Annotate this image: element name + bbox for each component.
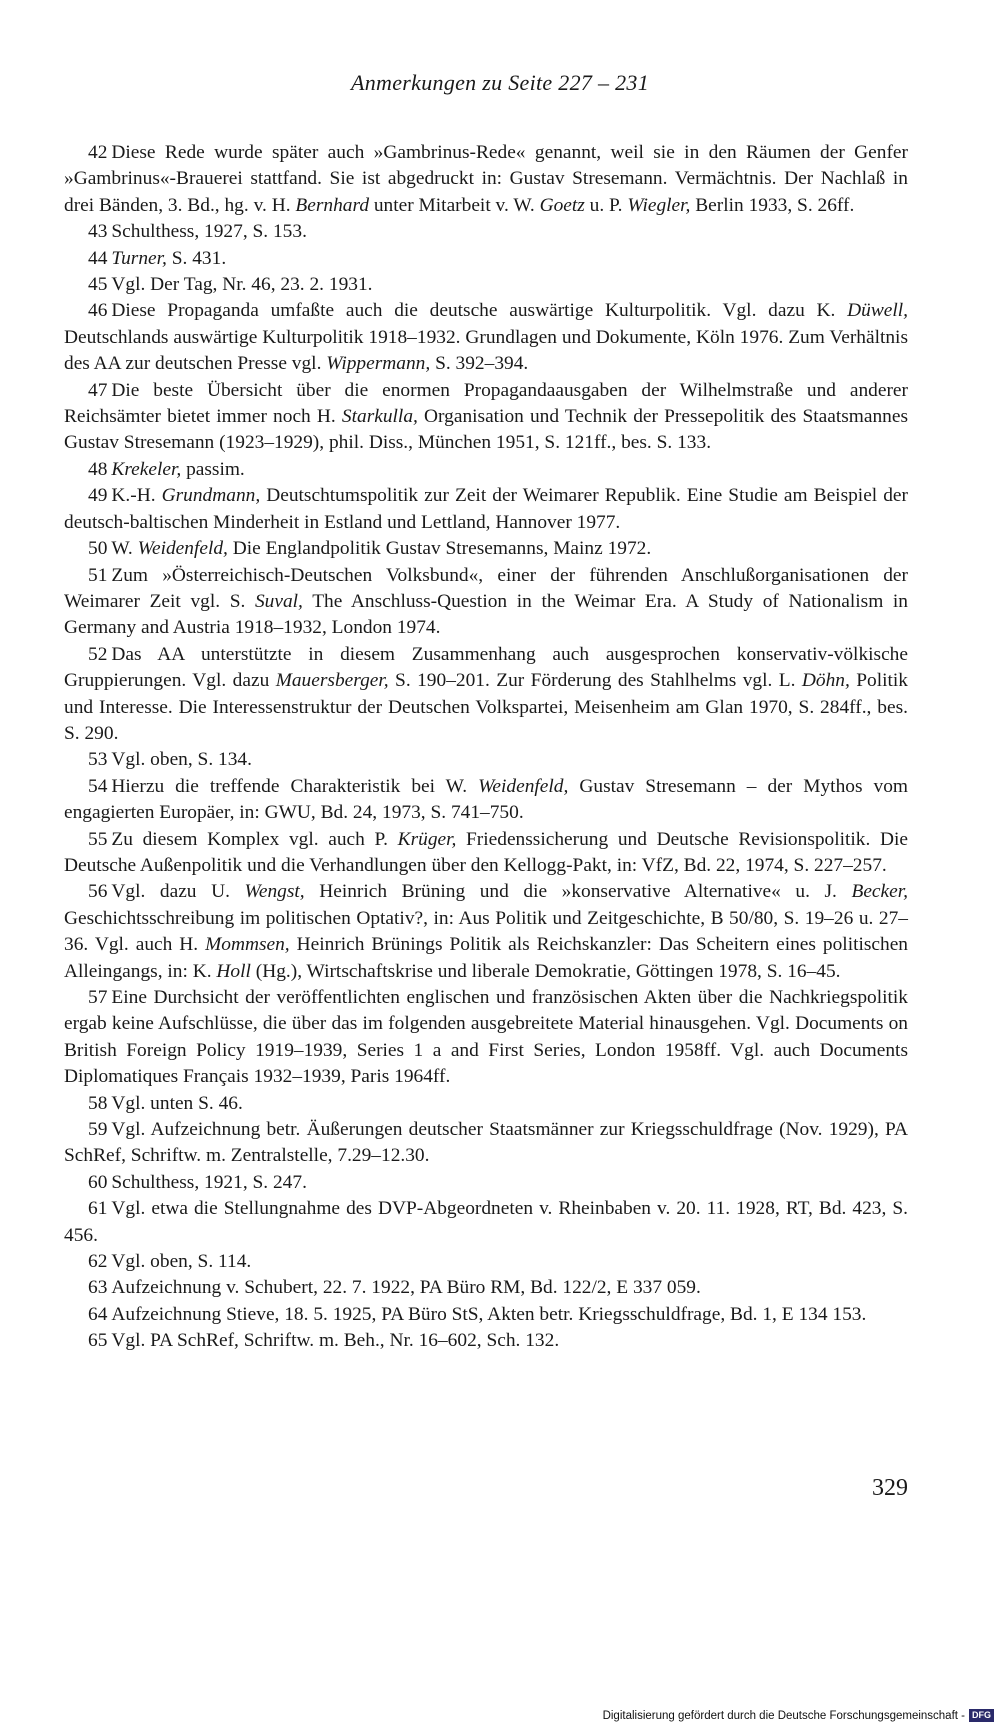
- endnote-author-italic: Bernhard: [295, 194, 370, 216]
- endnote: [64, 879, 908, 985]
- endnote: [64, 219, 908, 245]
- endnote-number: 65: [88, 1330, 108, 1352]
- endnote-text: Vgl. PA SchRef, Schriftw. m. Beh., Nr. 16–602, Sch. 132.: [111, 1330, 560, 1352]
- page-number: 329: [872, 1475, 908, 1501]
- endnote-text: Heinrich Brüning und die »konservative Alternative« u. J.: [304, 881, 852, 903]
- endnotes-list: [64, 140, 908, 1355]
- endnote-author-italic: Starkulla,: [341, 406, 418, 428]
- endnote-text: Hierzu die treffende Charakteristik bei W.: [111, 775, 479, 797]
- endnote-author-italic: Düwell,: [847, 300, 908, 322]
- endnote-number: 60: [88, 1171, 108, 1193]
- endnote-author-italic: Becker,: [851, 881, 908, 903]
- endnote: [64, 563, 908, 642]
- endnote-text: Schulthess, 1921, S. 247.: [111, 1171, 307, 1193]
- endnote-text: Vgl. dazu U.: [111, 881, 245, 903]
- endnote-number: 64: [88, 1303, 108, 1325]
- endnote-text: S. 431.: [166, 247, 227, 269]
- endnote-text: Aufzeichnung Stieve, 18. 5. 1925, PA Büro StS, Akten betr. Kriegsschuldfrage, Bd. 1, E 134 153.: [111, 1303, 867, 1325]
- endnote-text: passim.: [181, 458, 245, 480]
- endnote-text: Zu diesem Komplex vgl. auch P.: [111, 828, 398, 850]
- endnote-author-italic: Mauersberger,: [275, 670, 389, 692]
- endnote-number: 53: [88, 749, 108, 771]
- endnote-text: W.: [111, 538, 138, 560]
- endnote-text: Politik und Interesse. Die Interessenstruktur der Deutschen Volkspartei, Meisenheim am Glan 1970, S. 284ff., bes. S. 290.: [64, 670, 908, 744]
- endnote-author-italic: Krekeler,: [111, 458, 182, 480]
- endnote-author-italic: Wengst,: [244, 881, 305, 903]
- endnote-number: 56: [88, 881, 108, 903]
- endnote-text: Vgl. etwa die Stellungnahme des DVP-Abgeordneten v. Rheinbaben v. 20. 11. 1928, RT, Bd. 423, S. 456.: [64, 1198, 908, 1246]
- endnote-number: 58: [88, 1092, 108, 1114]
- endnote-number: 54: [88, 775, 108, 797]
- endnote-number: 43: [88, 221, 108, 243]
- endnote: [64, 1091, 908, 1117]
- endnote: [64, 774, 908, 827]
- endnote-text: Diese Rede wurde später auch »Gambrinus-Rede« genannt, weil sie in den Räumen der Genfer »Gambrinus«-Brauerei stattfand. Sie ist abgedruckt in: Gustav Stresemann. Vermächtnis. Der Nachlaß in drei Bänden, 3. Bd., hg. v. H.: [64, 142, 908, 216]
- endnote: [64, 457, 908, 483]
- endnote-text: (Hg.), Wirtschaftskrise und liberale Demokratie, Göttingen 1978, S. 16–45.: [250, 960, 841, 982]
- endnote-text: Vgl. oben, S. 114.: [111, 1251, 252, 1273]
- endnote-text: unter Mitarbeit v. W.: [369, 194, 540, 216]
- endnote-number: 59: [88, 1119, 108, 1141]
- endnote-text: Eine Durchsicht der veröffentlichten englischen und französischen Akten über die Nachkriegspolitik ergab keine Aufschlüsse, die über das im folgenden ausgebreitete Material hinausgehen. Vgl. Documents on British Foreign Policy 1919–1939, Series 1 a and First Series, London 1958ff. Vgl. auch Documents Diplomatiques Français 1932–1939, Paris 1964ff.: [64, 987, 908, 1088]
- endnote-text: Friedenssicherung und Deutsche Revisionspolitik. Die Deutsche Außenpolitik und die Verhandlungen über den Kellogg-Pakt, in: VfZ, Bd. 22, 1974, S. 227–257.: [64, 828, 908, 876]
- endnote-number: 57: [88, 987, 108, 1008]
- endnote: [64, 246, 908, 272]
- endnote: [64, 483, 908, 536]
- endnote-author-italic: Goetz: [539, 194, 585, 216]
- endnote-text: Vgl. Der Tag, Nr. 46, 23. 2. 1931.: [111, 274, 373, 296]
- endnote-text: Berlin 1933, S. 26ff.: [690, 194, 855, 216]
- endnote-text: Deutschlands auswärtige Kulturpolitik 1918–1932. Grundlagen und Dokumente, Köln 1976. Zum Verhältnis des AA zur deutschen Presse vgl.: [64, 326, 908, 375]
- endnote: [64, 272, 908, 298]
- endnote-number: 55: [88, 828, 108, 850]
- endnote: [64, 985, 908, 1091]
- endnote-text: Geschichtsschreibung im politischen Optativ?, in: Aus Politik und Zeitgeschichte, B 50/80, S. 19–26 u. 27–36. Vgl. auch H.: [64, 907, 908, 956]
- endnote-text: K.-H.: [111, 485, 162, 507]
- endnote-number: 48: [88, 458, 108, 480]
- endnote: [64, 1117, 908, 1170]
- endnote-number: 51: [88, 564, 108, 586]
- endnote-author-italic: Turner,: [111, 247, 167, 269]
- endnote: [64, 1275, 908, 1301]
- endnote-text: Aufzeichnung v. Schubert, 22. 7. 1922, PA Büro RM, Bd. 122/2, E 337 059.: [111, 1277, 701, 1299]
- endnote: [64, 378, 908, 457]
- endnote: [64, 298, 908, 377]
- endnote: [64, 1328, 908, 1354]
- endnote-text: The Anschluss-Question in the Weimar Era. A Study of Nationalism in Germany and Austria 1918–1932, London 1974.: [64, 590, 908, 639]
- endnote-text: S. 392–394.: [430, 353, 529, 375]
- endnote-text: Organisation und Technik der Pressepolitik des Staatsmannes Gustav Stresemann (1923–1929), phil. Diss., München 1951, S. 121ff., bes. S. 133.: [64, 406, 909, 454]
- endnote-text: Vgl. unten S. 46.: [111, 1092, 243, 1114]
- endnote-text: u. P.: [584, 194, 628, 216]
- endnote-text: Vgl. oben, S. 134.: [111, 749, 252, 771]
- endnote-text: Zum »Österreichisch-Deutschen Volksbund«, einer der führenden Anschlußorganisationen der Weimarer Zeit vgl. S.: [64, 564, 908, 612]
- endnote-text: Gustav Stresemann – der Mythos vom engagierten Europäer, in: GWU, Bd. 24, 1973, S. 741–750.: [64, 775, 908, 824]
- endnote-text: Diese Propaganda umfaßte auch die deutsche auswärtige Kulturpolitik. Vgl. dazu K.: [111, 300, 848, 322]
- endnote-number: 50: [88, 538, 108, 560]
- endnote: [64, 1302, 908, 1328]
- endnote-number: 46: [88, 300, 108, 322]
- dfg-logo: DFG: [969, 1709, 994, 1722]
- endnote: [64, 1249, 908, 1275]
- endnote: [64, 1170, 908, 1196]
- endnote-text: Heinrich Brünings Politik als Reichskanzler: Das Scheitern eines politischen Alleingangs, in: K.: [64, 934, 909, 982]
- endnote-author-italic: Wippermann,: [326, 353, 431, 375]
- endnote-text: Das AA unterstützte in diesem Zusammenhang auch ausgesprochen konservativ-völkische Gruppierungen. Vgl. dazu: [64, 643, 908, 692]
- endnote-number: 42: [88, 142, 108, 163]
- footer-text: Digitalisierung gefördert durch die Deutsche Forschungsgemeinschaft -: [602, 1709, 965, 1722]
- endnote: [64, 140, 908, 219]
- endnote-number: 45: [88, 274, 108, 296]
- endnote: [64, 827, 908, 880]
- endnote-number: 61: [88, 1198, 108, 1220]
- running-head: Anmerkungen zu Seite 227 – 231: [351, 70, 649, 95]
- endnote-number: 47: [88, 379, 108, 401]
- endnote-author-italic: Grundmann,: [161, 485, 261, 507]
- endnote-author-italic: Döhn,: [801, 670, 850, 692]
- endnote-text: Die beste Übersicht über die enormen Propagandaausgaben der Wilhelmstraße und anderer Reichsämter bietet immer noch H.: [64, 379, 908, 428]
- endnote-text: Vgl. Aufzeichnung betr. Äußerungen deutscher Staatsmänner zur Kriegsschuldfrage (Nov. 1929), PA SchRef, Schriftw. m. Zentralstelle, 7.29–12.30.: [64, 1119, 908, 1167]
- endnote: [64, 642, 908, 748]
- digitization-footer: [603, 1709, 994, 1722]
- endnote-author-italic: Weidenfeld,: [137, 538, 228, 560]
- endnote: [64, 747, 908, 773]
- endnote-number: 52: [88, 643, 108, 665]
- endnote-author-italic: Weidenfeld,: [478, 775, 569, 797]
- endnote: [64, 1196, 908, 1249]
- endnote-number: 49: [88, 485, 108, 507]
- endnote-number: 63: [88, 1277, 108, 1299]
- endnote-text: Deutschtumspolitik zur Zeit der Weimarer Republik. Eine Studie am Beispiel der deutsch-baltischen Minderheit in Estland und Lettland, Hannover 1977.: [64, 485, 908, 533]
- endnote-author-italic: Krüger,: [397, 828, 457, 850]
- endnote-text: S. 190–201. Zur Förderung des Stahlhelms vgl. L.: [388, 670, 802, 692]
- endnote-text: Schulthess, 1927, S. 153.: [111, 221, 307, 243]
- endnote-number: 44: [88, 247, 108, 269]
- endnote-author-italic: Wiegler,: [627, 194, 691, 216]
- endnote-author-italic: Suval,: [254, 590, 303, 612]
- endnote: [64, 536, 908, 562]
- endnote-author-italic: Holl: [216, 960, 251, 982]
- endnote-text: Die Englandpolitik Gustav Stresemanns, Mainz 1972.: [227, 538, 652, 560]
- endnote-author-italic: Mommsen,: [205, 934, 290, 956]
- endnote-number: 62: [88, 1251, 108, 1273]
